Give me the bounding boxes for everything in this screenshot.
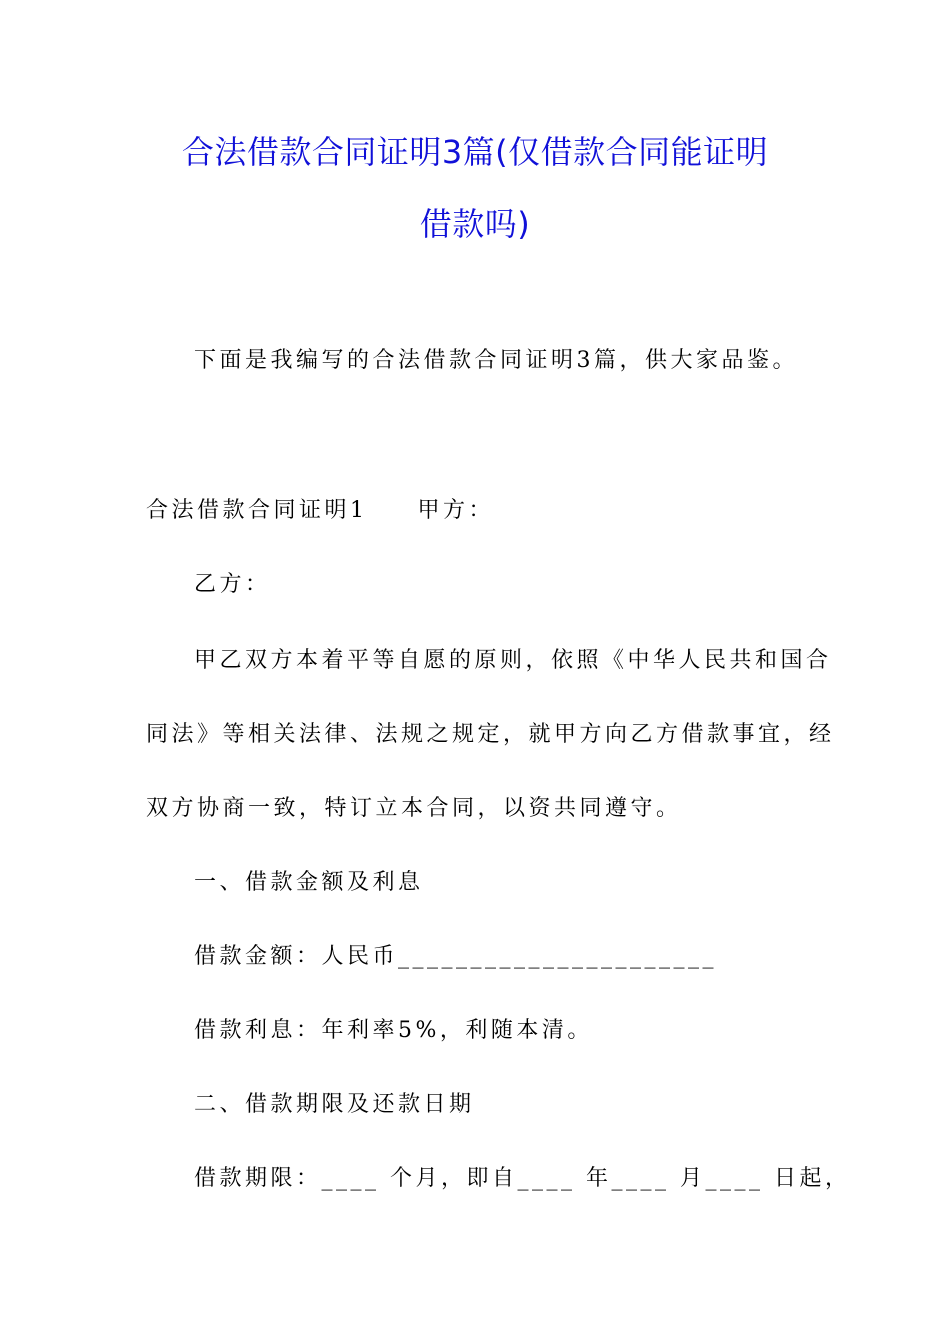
loan-interest-line: 借款利息：年利率5%，利随本清。 bbox=[194, 1018, 593, 1043]
loan-term-line: 借款期限：____ 个月，即自____ 年____ 月____ 日起， bbox=[194, 1166, 851, 1191]
party-a-label: 甲方： bbox=[417, 498, 495, 523]
clause-heading: 二、借款期限及还款日期 bbox=[194, 1092, 475, 1117]
section-heading-row bbox=[146, 500, 494, 522]
document-title-line-2: 借款吗) bbox=[419, 205, 531, 243]
paragraph-line: 双方协商一致，特订立本合同，以资共同遵守。 bbox=[146, 796, 682, 821]
section-label: 合法借款合同证明1 bbox=[146, 498, 368, 523]
clause-heading: 一、借款金额及利息 bbox=[194, 870, 424, 895]
intro-paragraph: 下面是我编写的合法借款合同证明3篇，供大家品鉴。 bbox=[194, 348, 798, 373]
paragraph-line: 同法》等相关法律、法规之规定，就甲方向乙方借款事宜，经 bbox=[146, 722, 835, 747]
paragraph-line: 甲乙双方本着平等自愿的原则，依照《中华人民共和国合 bbox=[194, 648, 832, 673]
party-b-label: 乙方： bbox=[194, 572, 271, 597]
loan-amount-line: 借款金额：人民币______________________ bbox=[194, 944, 718, 969]
document-title-line-1: 合法借款合同证明3篇(仅借款合同能证明 bbox=[181, 133, 769, 171]
